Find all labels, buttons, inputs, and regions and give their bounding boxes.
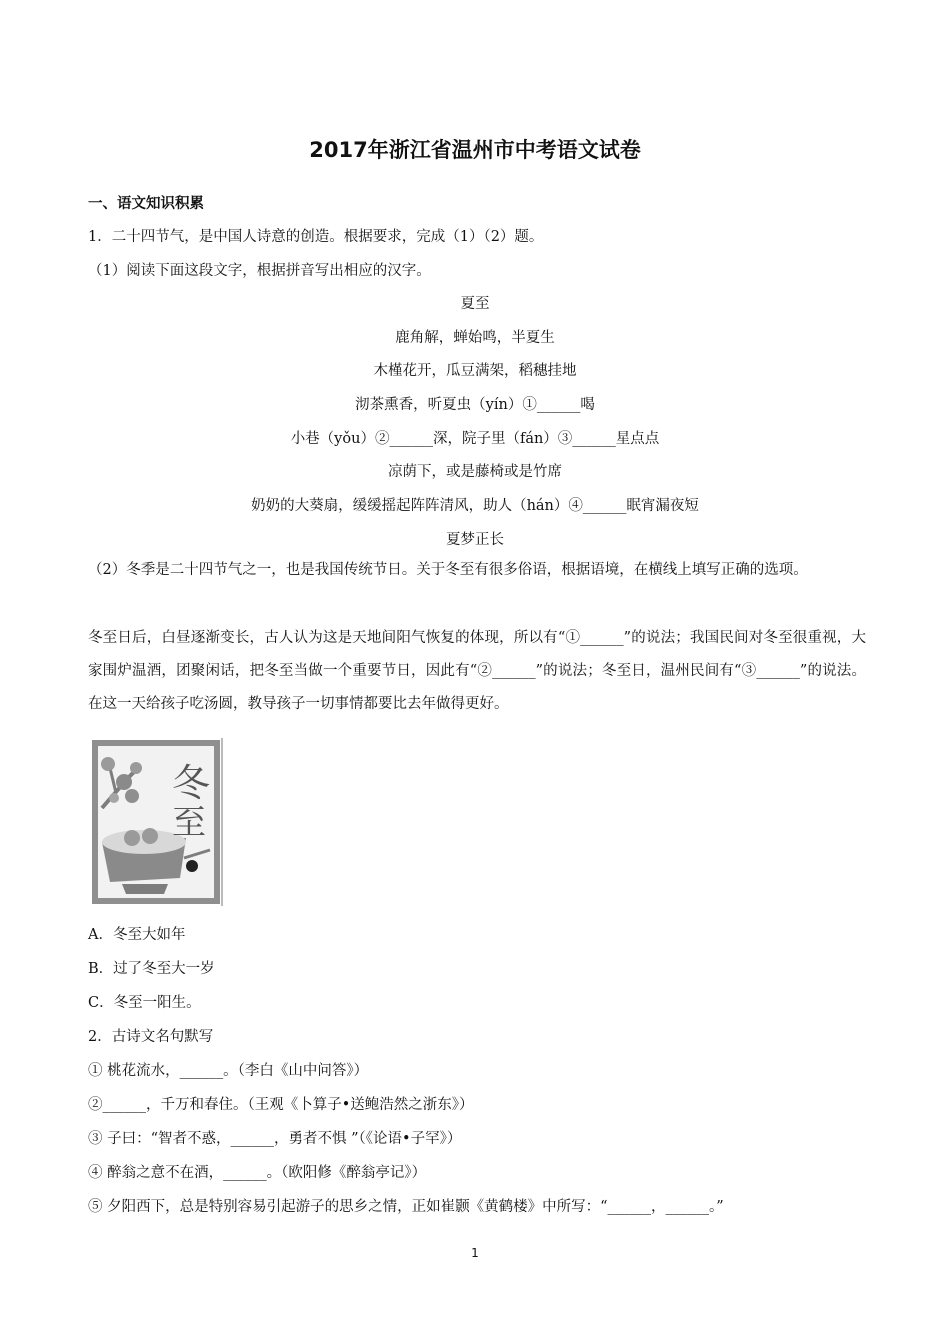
illustration-char-zhi: 至 [172, 803, 206, 843]
option-b: B．过了冬至大一岁 [88, 961, 215, 977]
winter-solstice-illustration [88, 738, 224, 906]
question-2-item: ④ 醉翁之意不在酒，______。（欧阳修《醉翁亭记》） [88, 1165, 427, 1181]
question-1-passage: 冬至日后，白昼逐渐变长，古人认为这是天地间阳气恢复的体现，所以有“①______”的说法；我国民间对冬至很重视，大家围炉温酒，团聚闲话，把冬至当做一个重要节日，因此有“②______”的说法；冬至日，温州民间有“③______”的说法。在这一天给孩子吃汤圆，教导孩子一切事情都要比去年做得更好。 [88, 630, 866, 712]
poem-title: 夏至 [460, 296, 490, 312]
question-2-item: ②______，千万和春住。（王观《卜算子•送鲍浩然之浙东》） [88, 1097, 474, 1113]
option-a: A．冬至大如年 [88, 927, 186, 943]
section-heading: 一、语文知识积累 [88, 196, 204, 212]
poem-line: 凉荫下，或是藤椅或是竹席 [388, 464, 562, 480]
question-2-title: 2．古诗文名句默写 [88, 1029, 214, 1045]
illustration-char-dong: 冬 [172, 761, 211, 805]
poem-line: 沏茶熏香，听夏虫（yín）①______喝 [355, 397, 595, 413]
question-1-intro: 1．二十四节气，是中国人诗意的创造。根据要求，完成（1）（2）题。 [88, 229, 544, 245]
page-title: 2017年浙江省温州市中考语文试卷 [309, 138, 641, 162]
poem-line: 奶奶的大葵扇，缓缓摇起阵阵清风，助人（hán）④______眠宵漏夜短 [251, 498, 699, 514]
poem-line: 鹿角解，蝉始鸣，半夏生 [395, 330, 555, 346]
poem-line: 小巷（yǒu）②______深，院子里（fán）③______星点点 [290, 431, 660, 447]
option-c: C．冬至一阳生。 [88, 995, 201, 1011]
illustration-graphic [88, 738, 224, 906]
page-number: 1 [471, 1246, 479, 1260]
question-2-item: ③ 子曰：“智者不惑，______，勇者不惧 ”（《论语•子罕》） [88, 1131, 462, 1147]
poem-line: 木槿花开，瓜豆满架，稻穗挂地 [373, 363, 577, 379]
question-2-item: ① 桃花流水，______。（李白《山中问答》） [88, 1063, 369, 1079]
question-1-part-1: （1）阅读下面这段文字，根据拼音写出相应的汉字。 [88, 263, 431, 279]
question-1-part-2: （2）冬季是二十四节气之一，也是我国传统节日。关于冬至有很多俗语，根据语境，在横线上填写正确的选项。 [88, 562, 808, 578]
question-2-item: ⑤ 夕阳西下，总是特别容易引起游子的思乡之情，正如崔颢《黄鹤楼》中所写：“______，______。” [88, 1199, 724, 1215]
poem-line: 夏梦正长 [446, 532, 504, 548]
